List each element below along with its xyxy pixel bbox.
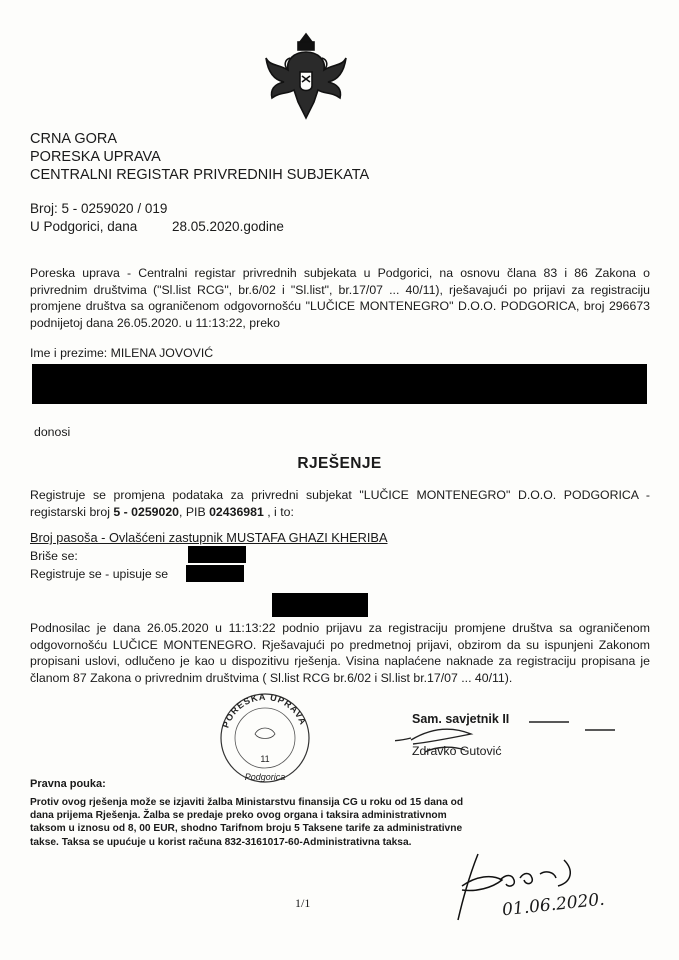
registration-number: 5 - 0259020 xyxy=(113,504,180,519)
deleted-label: Briše se: xyxy=(30,549,78,563)
header-line-authority: PORESKA UPRAVA xyxy=(30,149,161,165)
stamp-city: Podgorica xyxy=(244,772,286,782)
intro-paragraph: Poreska uprava - Centralni registar privrednih subjekata u Podgorici, na osnovu člana 83 i 86 Zakona o privrednim društvima ("Sl.list RCG", br.6/02 i "Sl.list", br.17/07 ... 40/11), rješavajući po prijavi za registraciju promjene društva sa ograničenom odgovornošću "LUČICE MONTENEGRO" D.O.O. PODGORICA, broj 296673 podnijetoj dana 26.05.2020. u 11:13:22, preko xyxy=(30,266,650,330)
handwritten-date: 01.06.2020. xyxy=(501,889,606,921)
issue-date: 28.05.2020.godine xyxy=(172,219,284,234)
donosi-label: donosi xyxy=(34,425,71,439)
pib-label: , PIB xyxy=(179,504,210,519)
svg-text:PORESKA UPRAVA xyxy=(221,692,309,729)
reasoning-paragraph: Podnosilac je dana 26.05.2020 u 11:13:22 podnio prijavu za registraciju promjene društva sa ograničenom odgovornošću LUČICE MONTENEGRO. Rješavajući po predmetnoj prijavi, obzirom da su ispunjeni Zakonom propisani uslovi, odlučeno je kao u dispozitivu rješenja. Visina naplaćene naknade za registraciju propisana je članom 87 Zakona o privrednim društvima ( Sl.list RCG br.6/02 i Sl.list br.17/07 ... 40/11). xyxy=(30,621,650,685)
redaction-bar xyxy=(272,593,368,617)
legal-notice-label: Pravna pouka: xyxy=(30,778,106,790)
redaction-bar xyxy=(188,546,246,563)
reference-number: Broj: 5 - 0259020 / 019 xyxy=(30,201,168,216)
page-number: 1/1 xyxy=(295,896,311,910)
registration-paragraph xyxy=(30,487,650,520)
stamp-top-text: PORESKA UPRAVA xyxy=(220,691,309,730)
redaction-bar xyxy=(186,565,244,582)
official-stamp xyxy=(215,690,315,786)
legal-notice-text: Protiv ovog rješenja može se izjaviti žalba Ministarstvu finansija CG u roku od 15 dana od dana prijema Rješenja. Žalba se predaje preko ovog organa i taksira administrativnom taksom u iznosu od 8, 00 EUR, shodno Tarifnom broju 5 Taksene tarife za administrativne takse. Taksa se upućuje u korist računa 832-3161017-60-Administrativna taksa. xyxy=(30,797,464,848)
registration-text-end: , i to: xyxy=(263,504,294,519)
signatory-role: Sam. savjetnik II xyxy=(412,712,510,726)
document-title: RJEŠENJE xyxy=(297,455,382,472)
header-line-country: CRNA GORA xyxy=(30,131,118,147)
pib-number: 02436981 xyxy=(209,504,264,519)
signature-scribble xyxy=(395,700,625,770)
coat-of-arms-emblem xyxy=(260,28,352,124)
section-heading: Broj pasoša - Ovlašćeni zastupnik MUSTAFA GHAZI KHERIBA xyxy=(30,530,388,545)
registration-text-start: Registruje se promjena podataka za privredni subjekat "LUČICE MONTENEGRO" D.O.O. PODGORICA - registarski broj xyxy=(30,488,650,519)
applicant-name: Ime i prezime: MILENA JOVOVIĆ xyxy=(30,346,214,360)
header-line-registry: CENTRALNI REGISTAR PRIVREDNIH SUBJEKATA xyxy=(30,167,370,183)
signatory-name: Zdravko Gutović xyxy=(412,744,502,758)
added-label: Registruje se - upisuje se xyxy=(30,567,169,581)
place-label: U Podgorici, dana xyxy=(30,219,138,234)
stamp-number: 11 xyxy=(260,754,270,764)
redaction-bar xyxy=(32,364,647,404)
